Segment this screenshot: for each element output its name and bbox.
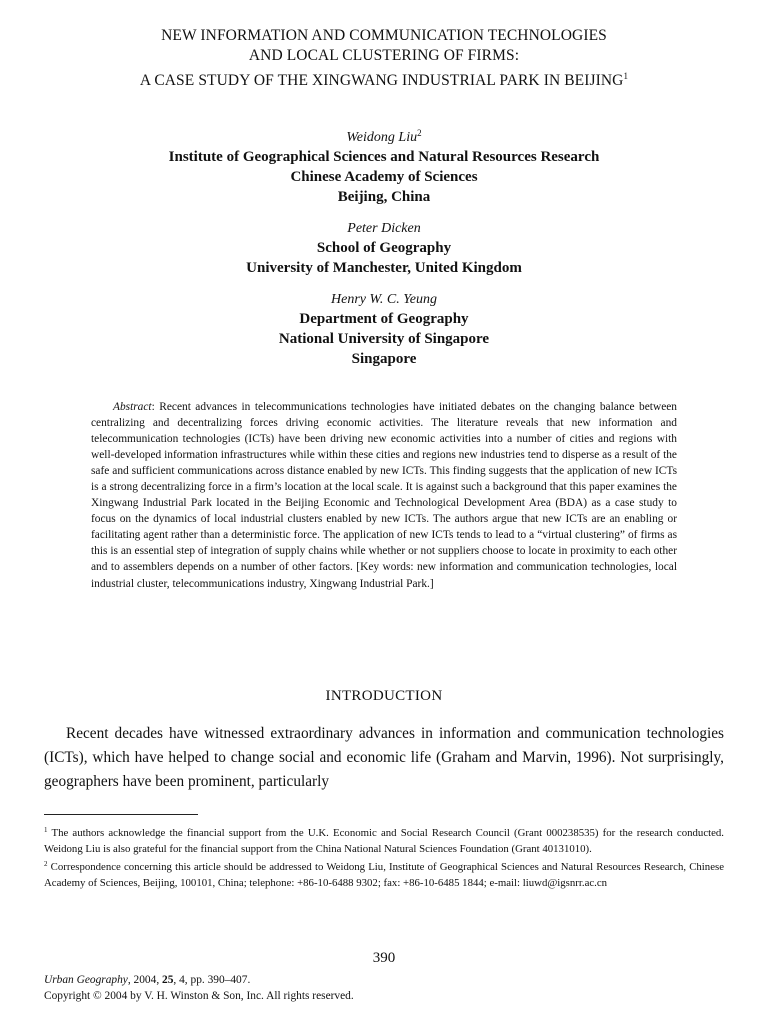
introduction-paragraph: Recent decades have witnessed extraordinary advances in information and communication technologies (ICTs), which have helped to change social and economic life (Graham and Marvin, 1996). Not surprisingly, geographers have been prominent, particularly — [44, 725, 724, 790]
journal-name: Urban Geography — [44, 974, 128, 986]
abstract — [91, 399, 677, 592]
footnote-mark: 1 — [44, 826, 48, 834]
author-name — [40, 124, 728, 147]
footnote-text: Correspondence concerning this article should be addressed to Weidong Liu, Institute of Geographical Sciences and Natural Resources Research, Chinese Academy of Sciences, Beijing, 100101, China; telephone: +86-10-6488 9302; fax: +86-10-6485 1844; e-mail: liuwd@igsnrr.ac.cn — [44, 861, 724, 889]
paper-title — [40, 26, 728, 91]
affiliation-line: Singapore — [351, 351, 417, 367]
affiliation-line: Department of Geography — [299, 311, 469, 327]
footnote-divider — [44, 814, 198, 815]
title-footnote-mark[interactable]: 1 — [623, 71, 629, 81]
citation-year: , 2004, — [127, 974, 163, 986]
journal-citation — [44, 972, 250, 988]
affiliation-line: University of Manchester, United Kingdom — [246, 260, 522, 276]
author-list — [40, 124, 728, 381]
footnote-2 — [44, 857, 724, 891]
title-line-3 — [40, 66, 728, 91]
footnote-text: The authors acknowledge the financial support from the U.K. Economic and Social Research Council (Grant 000238535) for the research conducted. Weidong Liu is also grateful for the financial support from the China National Natural Sciences Foundation (Grant 40131010). — [44, 827, 724, 855]
title-line-3-text: A CASE STUDY OF THE XINGWANG INDUSTRIAL PARK IN BEIJING — [139, 72, 624, 89]
citation-pages: , 4, pp. 390–407. — [173, 974, 251, 986]
affiliation-line: National University of Singapore — [278, 331, 490, 347]
abstract-text: : Recent advances in telecommunications technologies have initiated debates on the changing balance between centralizing and decentralizing forces driving economic activities. The literature reveals that new information and telecommunication technologies (ICTs) have been driving new economic activities into a number of cities and regions with well-developed information infrastructures while within these cities and regions new industries tend to disperse as a result of the safe and sufficient communications across distance enabled by new ICTs. This finding suggests that the application of new ICTs is a strong decentralizing force in a firm’s location at the local scale. It is against such a background that this paper examines the Xingwang Industrial Park located in the Beijing Economic and Technological Development Area (BDA) as a case study to focus on the dynamics of local industrial clusters enabled by new ICTs. The authors argue that new ICTs are an enabling or facilitating agent rather than a deterministic force. The application of new ICTs tends to lead to a “virtual clustering” of firms as this is an essential step of integration of supply chains while whether or not suppliers choose to locate in proximity to each other and to assemblers depends on a number of other factors. [Key words: new information and communication technologies, local industrial cluster, telecommunications industry, Xingwang Industrial Park.] — [91, 401, 677, 590]
author-name: Peter Dicken — [347, 221, 421, 236]
page-number: 390 — [372, 950, 396, 966]
author-footnote-mark[interactable]: 2 — [417, 128, 422, 138]
author-block-dicken — [40, 219, 728, 278]
author-name: Henry W. C. Yeung — [331, 292, 437, 307]
footnote-mark: 2 — [44, 860, 48, 869]
title-line-1: NEW INFORMATION AND COMMUNICATION TECHNOLOGIES — [161, 27, 607, 44]
abstract-label: Abstract — [113, 401, 152, 413]
affiliation-line: Institute of Geographical Sciences and Natural Resources Research — [168, 149, 600, 165]
footnotes — [44, 823, 724, 891]
affiliation-line: School of Geography — [316, 240, 452, 256]
section-heading-introduction: INTRODUCTION — [325, 688, 443, 704]
footnote-1 — [44, 823, 724, 857]
author-block-yeung — [40, 290, 728, 369]
affiliation-line: Chinese Academy of Sciences — [290, 169, 478, 185]
affiliation-line: Beijing, China — [337, 189, 431, 205]
author-block-liu — [40, 124, 728, 207]
title-line-2: AND LOCAL CLUSTERING OF FIRMS: — [248, 47, 520, 64]
author-name-text: Weidong Liu — [346, 130, 418, 145]
copyright-notice: Copyright © 2004 by V. H. Winston & Son, Inc. All rights reserved. — [44, 990, 354, 1002]
journal-volume: 25 — [162, 974, 174, 986]
